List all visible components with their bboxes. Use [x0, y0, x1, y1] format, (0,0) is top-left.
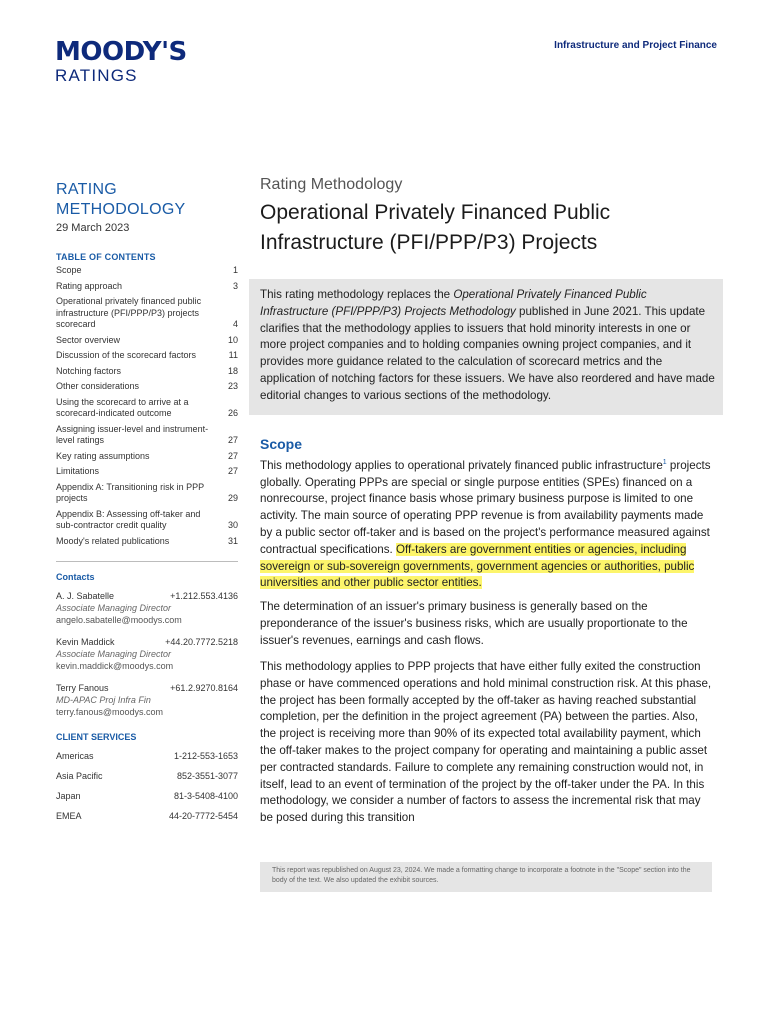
toc-item[interactable] — [56, 366, 238, 378]
toc-item-page: 27 — [227, 435, 238, 445]
toc-item[interactable] — [56, 335, 238, 347]
toc-item[interactable] — [56, 536, 238, 548]
toc-item-page: 11 — [228, 350, 238, 360]
toc-item-label: Appendix B: Assessing off-taker and sub-contractor credit quality — [56, 508, 201, 530]
toc-item[interactable] — [56, 381, 238, 393]
toc-item-page: 23 — [227, 381, 238, 391]
toc-item-label: Limitations — [56, 466, 100, 476]
highlighted-text: Off-takers are government entities or agencies, including sovereign or sub-sovereign governments, government agencies or authorities, public universities and other public sector entities. — [260, 542, 695, 590]
client-region: Asia Pacific — [56, 771, 103, 781]
toc-item-page: 27 — [227, 450, 238, 461]
toc-item-label: Rating approach — [56, 280, 123, 291]
toc-item-label: Discussion of the scorecard factors — [56, 350, 197, 360]
replaced-methodology-title: Operational Privately Financed Public Infrastructure (PFI/PPP/P3) Projects Methodology — [260, 288, 647, 318]
toc-item-page: 31 — [227, 535, 238, 546]
client-region: Japan — [56, 791, 81, 801]
toc-item-label: Notching factors — [56, 365, 122, 376]
client-phone[interactable]: 1-212-553-1653 — [173, 751, 238, 761]
moodys-ratings-logo — [55, 38, 187, 85]
client-service-row — [56, 790, 238, 802]
client-service-row — [56, 810, 238, 822]
scope-paragraph-3: This methodology applies to PPP projects that have either fully exited the construction phase or have commenced operations and hold minimal construction risk. At this phase, the project has been formally accepted by the off-taker as having reached substantial completion, per the definition in the project agreement (PA) between the parties. Also, the project is receiving more than 90% of its expected total availability payment, which the off-taker makes to the project company for operating and maintaining a public asset per contracted standards. Failure to complete any remaining construction would not, in itself, lead to an event of termination of the project by the off-taker under the PA. In this methodology, we consider a number of factors to assess the incremental risk that may be posed during this transition — [260, 660, 712, 825]
contact-entry — [56, 636, 238, 672]
contact-phone[interactable]: +1.212.553.4136 — [170, 591, 238, 601]
toc-item-label: Assigning issuer-level and instrument-level ratings — [56, 423, 209, 445]
toc-item-page: 1 — [232, 265, 238, 275]
scope-heading: Scope — [260, 436, 303, 452]
sidebar-title-line1: RATING — [56, 181, 118, 198]
logo-wordmark: MOODY'S — [55, 37, 187, 67]
toc-item-label: Appendix A: Transitioning risk in PPP projects — [56, 481, 204, 503]
toc-item-page: 29 — [227, 493, 238, 503]
contact-name: A. J. Sabatelle — [56, 591, 115, 601]
contact-email[interactable]: kevin.maddick@moodys.com — [56, 661, 174, 671]
toc-item[interactable] — [56, 296, 238, 331]
toc-item-label: Other considerations — [56, 381, 140, 391]
contact-role: MD-APAC Proj Infra Fin — [56, 695, 151, 705]
toc-heading: TABLE OF CONTENTS — [56, 252, 156, 262]
para1-text-b: projects globally. Operating PPPs are special or single purpose entities (SPEs) financed on a nonrecourse, project finance basis whose primary business purpose is limited to one activity. The main source of operating PPP revenue is from availability payments made by a public sector off-taker and is based on the project's performance measured against contractual specifications. — [260, 458, 711, 556]
toc-item[interactable] — [56, 397, 238, 420]
toc-item-label: Using the scorecard to arrive at a scorecard-indicated outcome — [56, 396, 189, 418]
toc-item-page: 3 — [232, 280, 238, 291]
table-of-contents — [56, 265, 238, 547]
client-services-heading: CLIENT SERVICES — [56, 732, 137, 742]
summary-text-a: This rating methodology replaces the — [260, 288, 454, 301]
contact-name: Kevin Maddick — [56, 637, 115, 647]
contact-role: Associate Managing Director — [56, 649, 172, 659]
toc-item-page: 27 — [227, 466, 238, 476]
logo-subtitle: RATINGS — [55, 66, 138, 85]
toc-item[interactable] — [56, 509, 238, 532]
toc-item[interactable] — [56, 466, 238, 478]
toc-item[interactable] — [56, 482, 238, 505]
contact-role: Associate Managing Director — [56, 603, 172, 613]
toc-item-page: 18 — [227, 365, 238, 376]
document-title — [260, 198, 723, 258]
client-service-row — [56, 750, 238, 762]
toc-item-label: Operational privately financed public infrastructure (PFI/PPP/P3) projects scorecard — [56, 296, 202, 329]
summary-text-b: published in June 2021. This update clarifies that the methodology applies to issuers that hold minority interests in one or more project companies and to holding companies owning project companies, and it provides more guidance related to the calculation of scorecard metrics and the application of notching factors for these issuers. We have also reordered and have made editorial changes to various sections of the methodology. — [260, 304, 715, 402]
toc-item-label: Moody's related publications — [56, 535, 170, 546]
toc-item-page: 30 — [227, 520, 238, 530]
sidebar-divider — [56, 561, 238, 562]
scope-paragraph-1 — [260, 455, 716, 592]
title-line1: Operational Privately Financed Public — [260, 201, 611, 224]
contact-email[interactable]: terry.fanous@moodys.com — [56, 707, 164, 717]
scope-paragraph-2: The determination of an issuer's primary business is generally based on the preponderance of the issuer's business risks, which are usually proportionate to the issuer's revenues, earnings and cash flows. — [260, 600, 688, 647]
contact-name: Terry Fanous — [56, 683, 109, 693]
section-tag: Infrastructure and Project Finance — [554, 40, 717, 51]
client-region: EMEA — [56, 811, 82, 821]
toc-item[interactable] — [56, 281, 238, 293]
contact-phone[interactable]: +61.2.9270.8164 — [170, 683, 238, 693]
toc-item-label: Sector overview — [56, 334, 121, 345]
footnote-marker[interactable]: 1 — [662, 459, 667, 466]
sidebar-title-line2: METHODOLOGY — [56, 201, 186, 218]
toc-item[interactable] — [56, 350, 238, 362]
contacts-heading: Contacts — [56, 572, 95, 582]
contact-entry — [56, 682, 238, 718]
toc-item-label: Scope — [56, 265, 82, 275]
toc-item-page: 10 — [227, 334, 238, 345]
summary-text — [260, 287, 716, 405]
client-phone[interactable]: 44-20-7772-5454 — [168, 811, 238, 821]
para1-text-a: This methodology applies to operational privately financed public infrastructure — [260, 458, 663, 472]
client-phone[interactable]: 852-3551-3077 — [176, 771, 238, 781]
client-phone[interactable]: 81-3-5408-4100 — [173, 791, 238, 801]
toc-item[interactable] — [56, 451, 238, 463]
toc-item-page: 26 — [227, 408, 238, 418]
main-heading-block — [260, 176, 723, 258]
client-service-row — [56, 770, 238, 782]
document-kicker: Rating Methodology — [260, 176, 403, 193]
toc-item-label: Key rating assumptions — [56, 450, 150, 461]
contact-email[interactable]: angelo.sabatelle@moodys.com — [56, 615, 182, 625]
republication-note: This report was republished on August 23, 2024. We made a formatting change to incorporate a footnote in the "Scope" section into the body of the text. We also updated the exhibit sources. — [260, 862, 712, 892]
toc-item-page: 4 — [232, 319, 238, 329]
toc-item[interactable] — [56, 424, 238, 447]
client-region: Americas — [56, 751, 94, 761]
title-line2: Infrastructure (PFI/PPP/P3) Projects — [260, 231, 598, 254]
contact-phone[interactable]: +44.20.7772.5218 — [165, 637, 238, 647]
publication-date: 29 March 2023 — [56, 222, 130, 234]
toc-item[interactable] — [56, 265, 238, 277]
sidebar — [56, 180, 238, 830]
contact-entry — [56, 590, 238, 626]
